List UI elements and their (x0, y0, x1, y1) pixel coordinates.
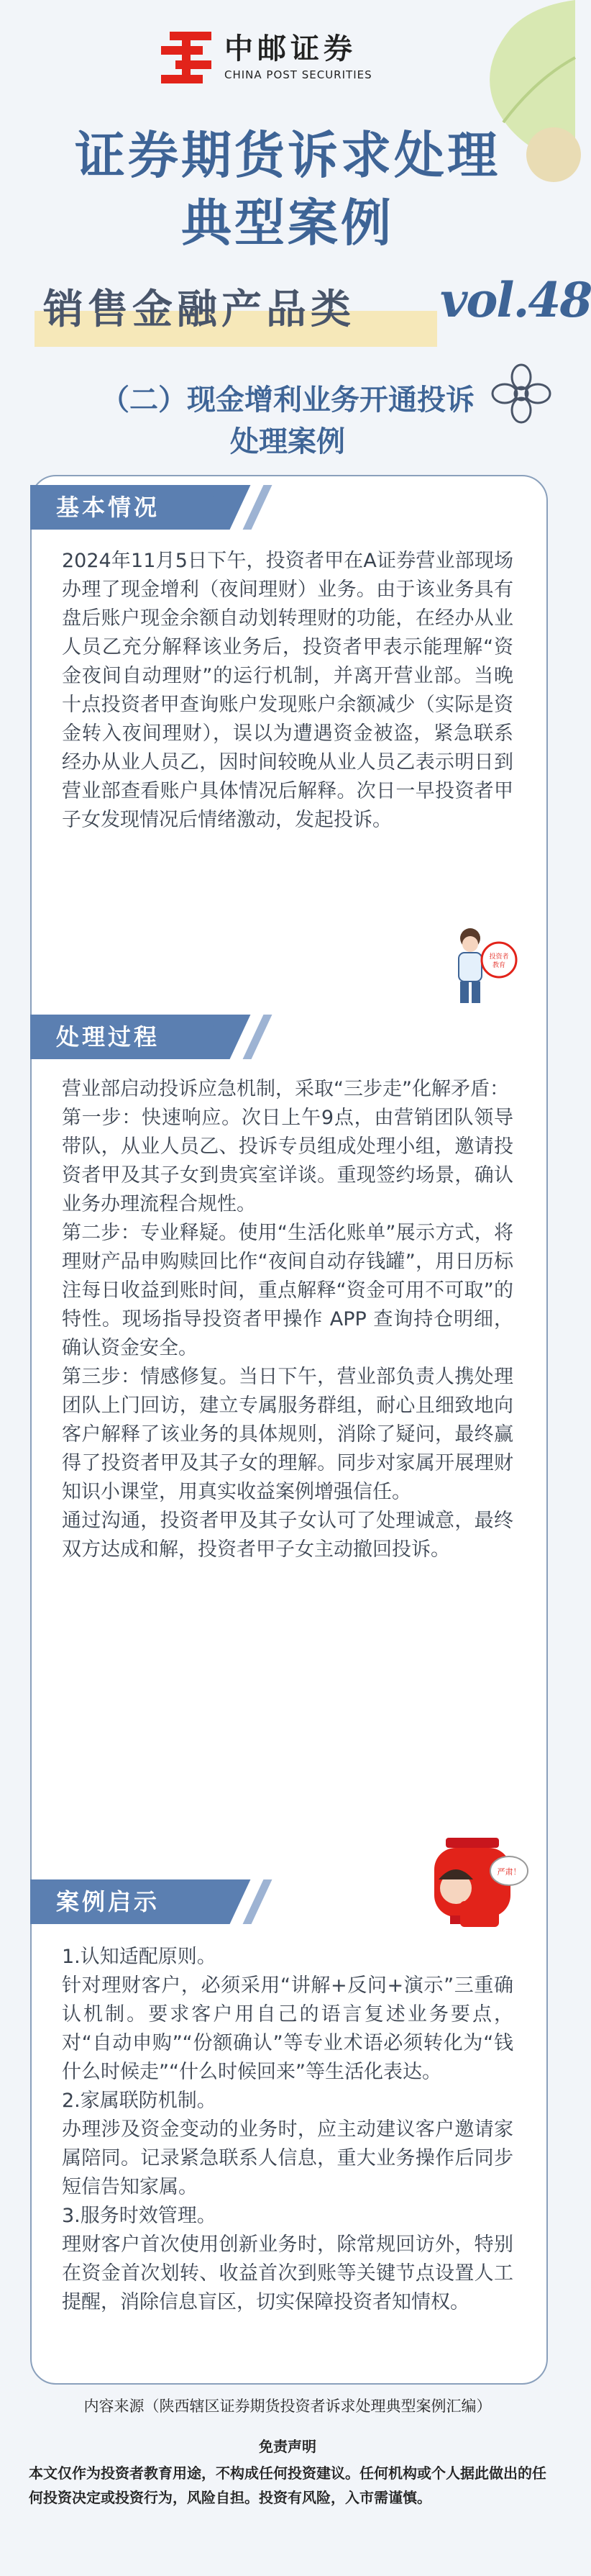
brand-name-cn: 中邮证券 (224, 32, 357, 65)
page-title-line2: 典型案例 (181, 193, 394, 253)
svg-text:教育: 教育 (492, 962, 506, 969)
process-paragraph: 第一步：快速响应。次日上午9点，由营销团队领导带队，从业人员乙、投诉专员组成处理小组，邀请投资者甲及其子女到贵宾室详谈。重现签约场景，确认业务办理流程合规性。 (62, 1107, 513, 1215)
content-source: 内容来源（陕西辖区证券期货投资者诉求处理典型案例汇编） (83, 2398, 492, 2415)
disclaimer-title: 免责声明 (259, 2438, 316, 2455)
process-paragraph: 营业部启动投诉应急机制，采取“三步走”化解矛盾： (62, 1078, 509, 1100)
page-title-line1: 证券期货诉求处理 (75, 125, 500, 185)
subtitle-line1: （二）现金增利业务开通投诉 (101, 384, 475, 417)
china-post-logo-icon (157, 27, 216, 86)
volume-label: vol.48 (440, 272, 591, 328)
boy-lantern-illustration-icon (414, 1835, 536, 1943)
process-paragraph: 通过沟通，投资者甲及其子女认可了处理诚意，最终双方达成和解，投资者甲子女主动撤回投诉。 (62, 1510, 513, 1561)
brand-name-en: CHINA POST SECURITIES (224, 68, 372, 81)
svg-text:投资者: 投资者 (489, 953, 509, 961)
insight-paragraph: 理财客户首次使用创新业务时，除常规回访外，特别在资金首次划转、收益首次到账等关键节点设置人工提醒，消除信息盲区，切实保障投资者知情权。 (62, 2233, 513, 2313)
insight-paragraph: 1.认知适配原则。 (62, 1946, 216, 1968)
insight-paragraph: 办理涉及资金变动的业务时，应主动建议客户邀请家属陪同。记录紧急联系人信息，重大业务操作后同步短信告知家属。 (62, 2118, 513, 2198)
girl-illustration-icon (441, 925, 521, 1012)
subtitle-line2: 处理案例 (230, 425, 345, 458)
section-title-process: 处理过程 (30, 1015, 224, 1059)
svg-text:严肃！: 严肃！ (497, 1867, 521, 1877)
process-body (62, 1075, 513, 1564)
insight-paragraph: 2.家属联防机制。 (62, 2090, 216, 2112)
insight-body (62, 1943, 513, 2317)
category-label: 销售金融产品类 (43, 286, 355, 333)
insight-paragraph: 3.服务时效管理。 (62, 2205, 216, 2227)
process-paragraph: 第二步：专业释疑。使用“生活化账单”展示方式，将理财产品申购赎回比作“夜间自动存钱罐”，用日历标注每日收益到账时间，重点解释“资金可用不可取”的特性。现场指导投资者甲操作 APP 查询持仓明细，确认资金安全。 (62, 1222, 513, 1359)
brand-logo (157, 27, 372, 86)
insight-paragraph: 针对理财客户，必须采用“讲解+反问+演示”三重确认机制。要求客户用自己的语言复述业务要点，对“自动申购”“份额确认”等专业术语必须转化为“钱什么时候走”“什么时候回来”等生活化表达。 (62, 1974, 513, 2083)
disclaimer-body: 本文仅作为投资者教育用途，不构成任何投资建议。任何机构或个人据此做出的任何投资决定或投资行为，风险自担。投资有风险，入市需谨慎。 (29, 2464, 546, 2506)
basic-body: 2024年11月5日下午，投资者甲在A证券营业部现场办理了现金增利（夜间理财）业务。由于该业务具有盘后账户现金余额自动划转理财的功能，在经办从业人员乙充分解释该业务后，投资者甲表示能理解“资金夜间自动理财”的运行机制，并离开营业部。当晚十点投资者甲查询账户发现账户余额减少（实际是资金转入夜间理财），误以为遭遇资金被盗，紧急联系经办从业人员乙，因时间较晚从业人员乙表示明日到营业部查看账户具体情况后解释。次日一早投资者甲子女发现情况后情绪激动，发起投诉。 (62, 550, 513, 831)
section-title-basic: 基本情况 (30, 485, 224, 530)
section-title-insight: 案例启示 (30, 1879, 224, 1924)
process-paragraph: 第三步：情感修复。当日下午，营业部负责人携处理团队上门回访，建立专属服务群组，耐心且细致地向客户解释了该业务的具体规则，消除了疑问，最终赢得了投资者甲及其子女的理解。同步对家属开展理财知识小课堂，用真实收益案例增强信任。 (62, 1366, 513, 1503)
